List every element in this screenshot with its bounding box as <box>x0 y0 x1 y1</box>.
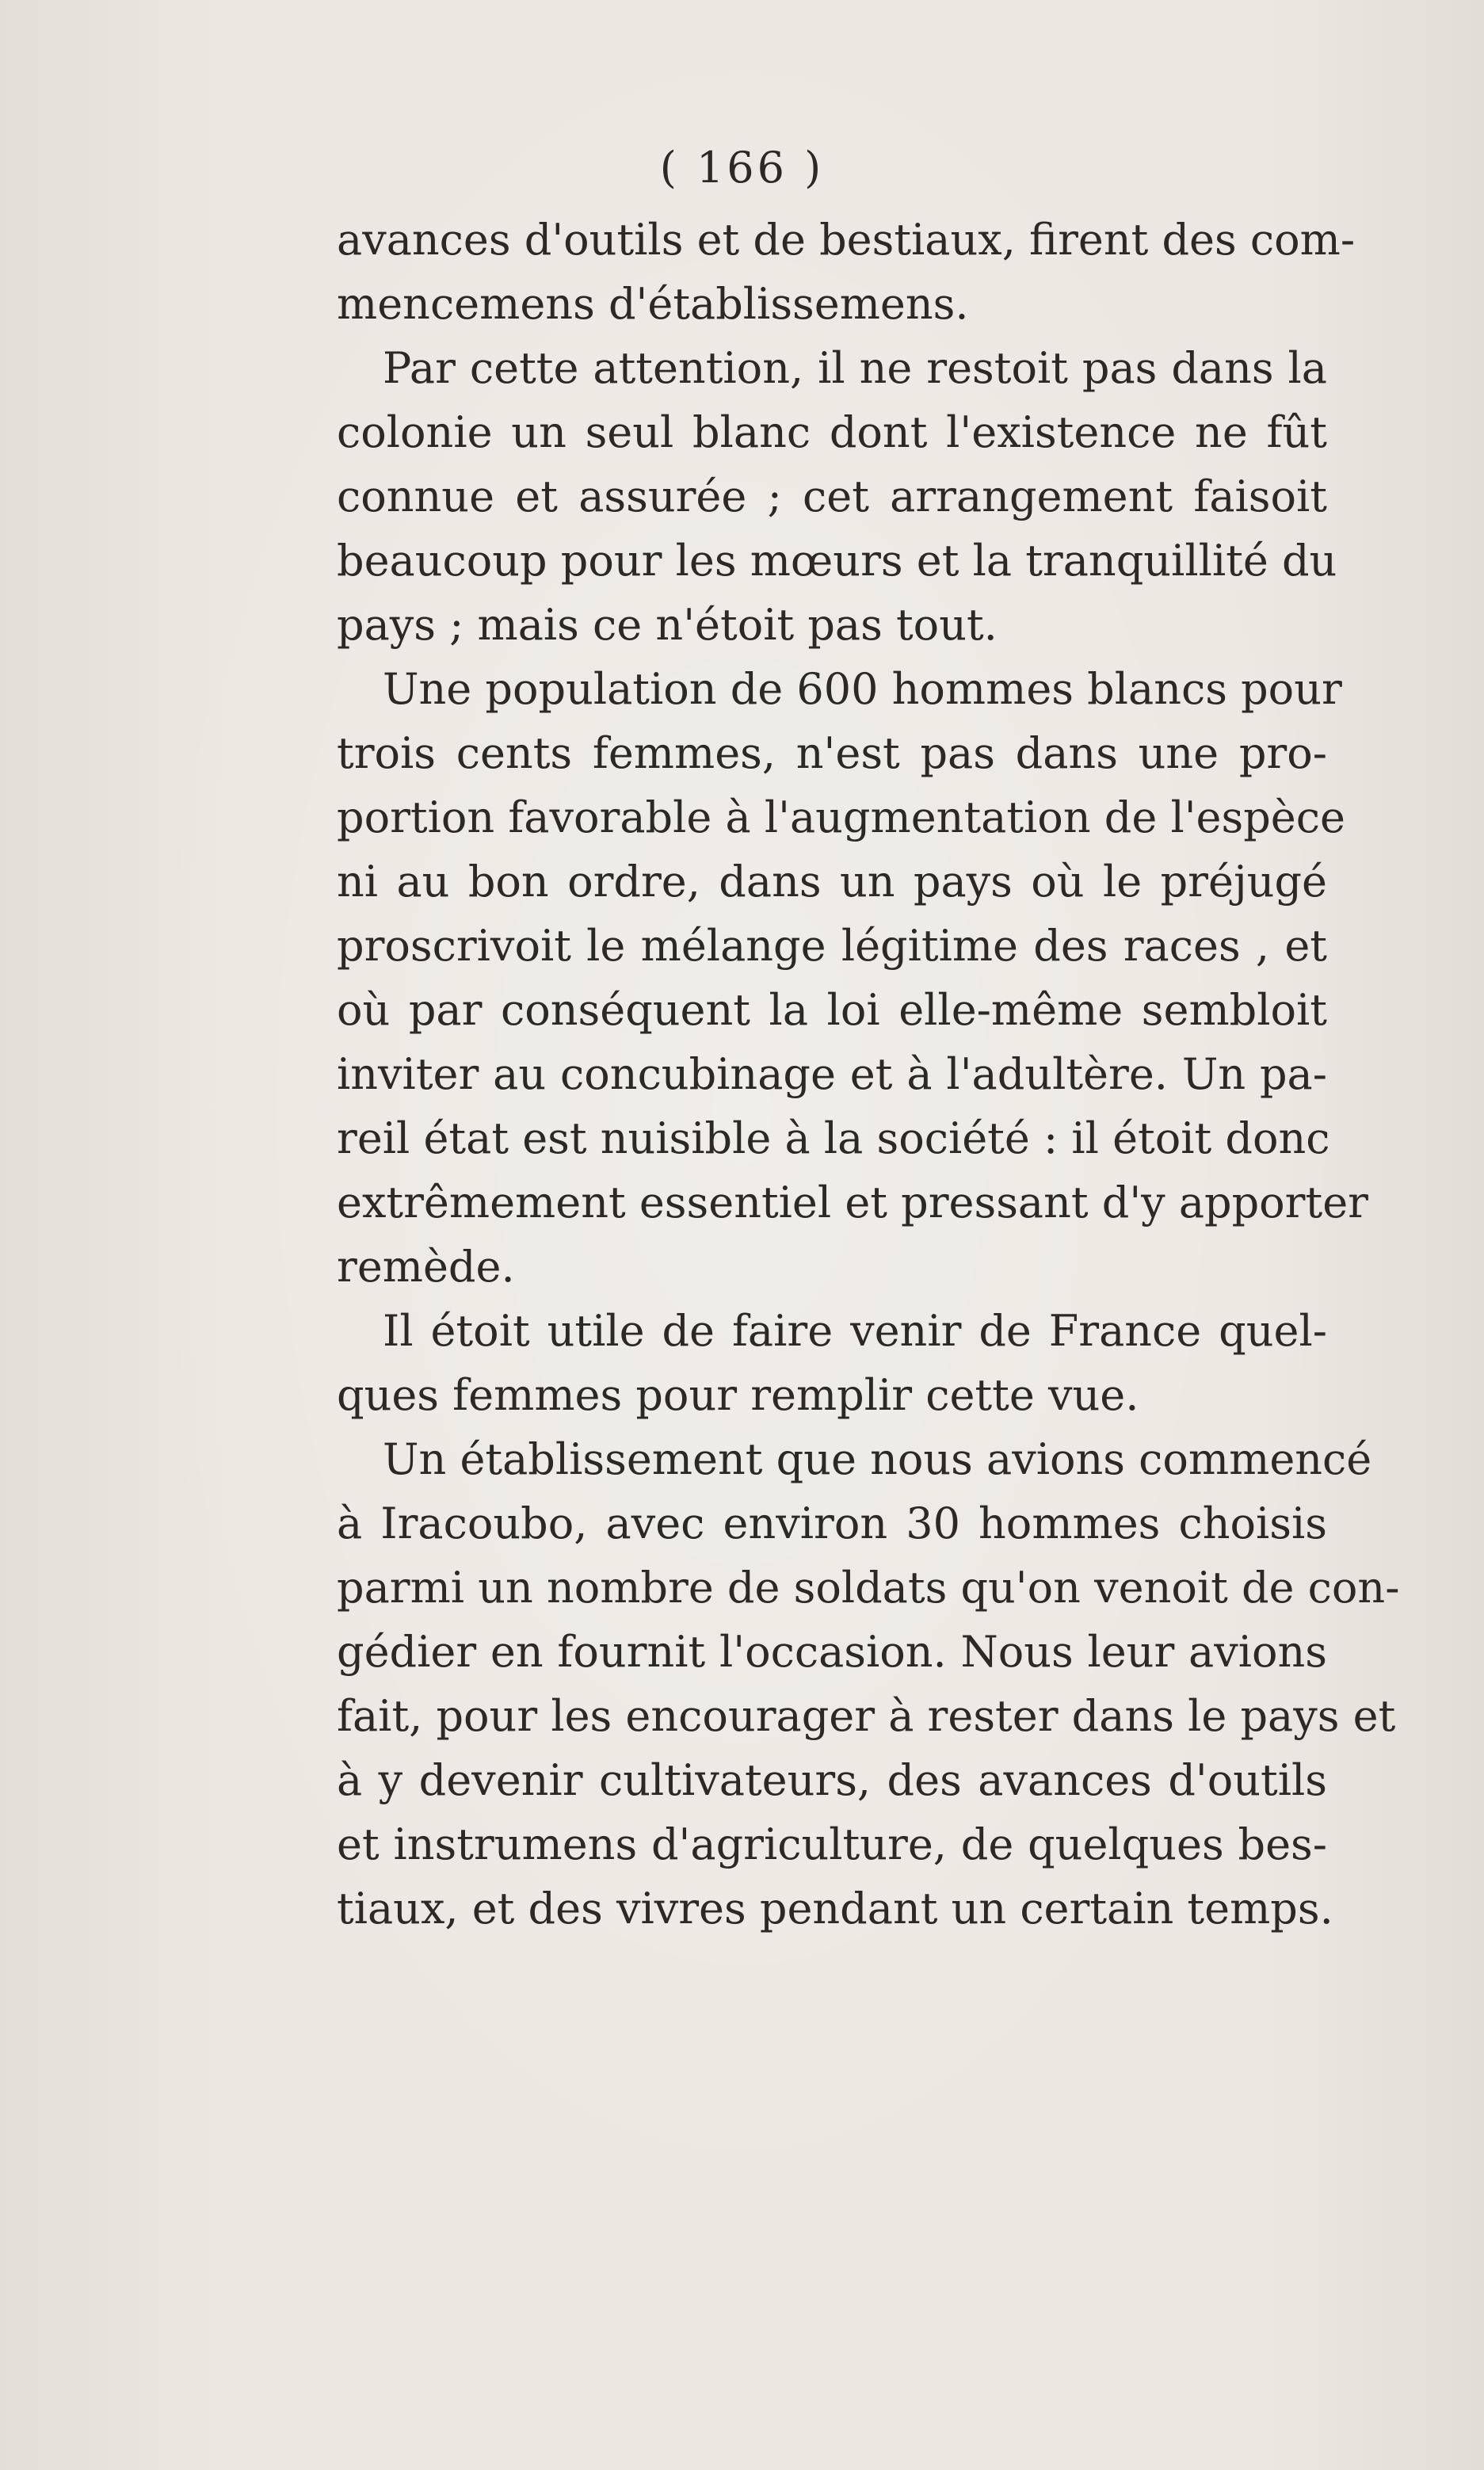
text-line: à y devenir cultivateurs, des avances d'outils <box>337 1755 1327 1805</box>
text-line: avances d'outils et de bestiaux, firent des com- <box>337 215 1356 265</box>
text-line: tiaux, et des vivres pendant un certain temps. <box>337 1884 1333 1934</box>
text-line: et instrumens d'agriculture, de quelques bes- <box>337 1819 1327 1869</box>
text-line: extrêmement essentiel et pressant d'y apporter <box>337 1178 1368 1227</box>
text-line: pays ; mais ce n'étoit pas tout. <box>337 600 998 650</box>
paragraph-start-line: Un établissement que nous avions commencé <box>383 1434 1372 1484</box>
text-line: parmi un nombre de soldats qu'on venoit de con- <box>337 1563 1400 1613</box>
text-line: inviter au concubinage et à l'adultère. Un pa- <box>337 1049 1327 1099</box>
text-line: trois cents femmes, n'est pas dans une pro- <box>337 728 1327 778</box>
text-line: remède. <box>337 1242 515 1292</box>
text-line: ques femmes pour remplir cette vue. <box>337 1370 1139 1420</box>
paragraph-start-line: Une population de 600 hommes blancs pour <box>383 664 1342 714</box>
text-line: mencemens d'établissemens. <box>337 279 969 329</box>
paragraph-start-line: Par cette attention, il ne restoit pas dans la <box>383 343 1327 393</box>
text-line: reil état est nuisible à la société : il étoit donc <box>337 1113 1330 1163</box>
text-line: gédier en fournit l'occasion. Nous leur avions <box>337 1627 1327 1677</box>
text-line: fait, pour les encourager à rester dans le pays et <box>337 1691 1396 1741</box>
page-number: ( 166 ) <box>659 143 825 193</box>
text-line: colonie un seul blanc dont l'existence ne fût <box>337 407 1327 457</box>
text-line: portion favorable à l'augmentation de l'espèce <box>337 792 1345 842</box>
body-text <box>337 208 1400 1941</box>
text-line: beaucoup pour les mœurs et la tranquillité du <box>337 536 1337 586</box>
text-line: proscrivoit le mélange légitime des races , et <box>337 921 1327 971</box>
text-line: à Iracoubo, avec environ 30 hommes choisis <box>337 1498 1327 1548</box>
text-line: où par conséquent la loi elle-même sembloit <box>337 985 1327 1035</box>
text-line: connue et assurée ; cet arrangement faisoit <box>337 471 1327 521</box>
paragraph-start-line: Il étoit utile de faire venir de France quel- <box>383 1306 1327 1356</box>
text-line: ni au bon ordre, dans un pays où le préjugé <box>337 857 1327 907</box>
